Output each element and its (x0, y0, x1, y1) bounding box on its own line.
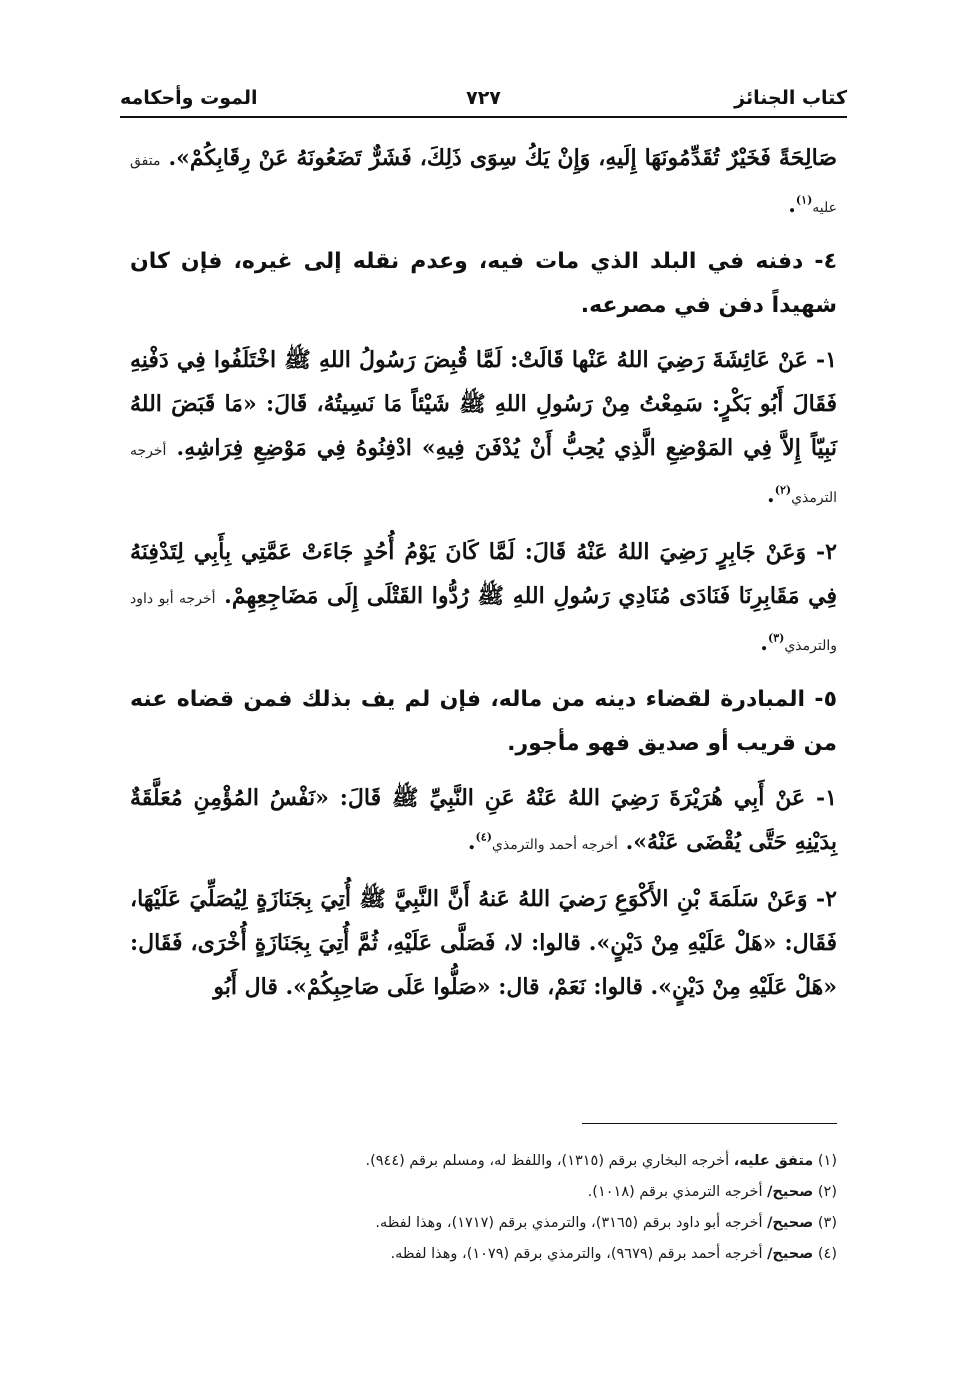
hadith-source: أخرجه أحمد والترمذي (491, 837, 618, 853)
footnote-grade: متفق عليه، (733, 1153, 814, 1169)
footnote-ref[interactable]: (٢) (774, 483, 792, 497)
section-title: الموت وأحكامه (120, 87, 258, 109)
footnote-number: (٣) (817, 1215, 837, 1231)
chapter-title: كتاب الجنائز (734, 87, 847, 109)
page-number: ٧٢٧ (466, 87, 501, 109)
running-header (120, 84, 847, 114)
footnote (130, 1177, 837, 1208)
footnote-grade: صحيح/ (767, 1215, 814, 1231)
footnote-text: أخرجه أبو داود برقم (٣١٦٥)، والترمذي برقم (١٧١٧)، وهذا لفظه. (375, 1215, 763, 1231)
hadith-item: ١- عَنْ عَائِشَةَ رَضِيَ اللهُ عَنْها قَالَتْ: لَمَّا قُبِضَ رَسُولُ اللهِ ﷺ اخْتَلَفُوا فِي دَفْنِهِ فَقَالَ أَبُو بَكْرٍ: سَمِعْتُ مِنْ رَسُولِ اللهِ ﷺ شَيْئاً مَا نَسِيتُهُ، قَالَ: «مَا قَبَضَ اللهُ نَبِيّاً إِلاَّ فِي المَوْضِعِ الَّذِي يُحِبُّ أَنْ يُدْفَنَ فِيهِ» ادْفِنُوهُ فِي مَوْضِعِ فِرَاشِهِ. أخرجه الترمذي$^{(٢)}$. (130, 347, 838, 508)
section-heading-4: ٤- دفنه في البلد الذي مات فيه، وعدم نقله إلى غيره، فإن كان شهيداً دفن في مصرعه. (130, 249, 837, 318)
footnote-text: أخرجه البخاري برقم (١٣١٥)، واللفظ له، ومسلم برقم (٩٤٤). (365, 1153, 730, 1169)
footnote-ref[interactable]: (٤) (475, 830, 492, 844)
hadith-text: صَالِحَةً فَخَيْرٌ تُقَدِّمُونَهَا إِلَيهِ، وَإِنْ يَكُ سِوَى ذَلِكَ، فَشَرٌّ تَضَعُونَهُ عَنْ رِقَابِكُمْ». (168, 145, 837, 171)
footnote-number: (٤) (817, 1246, 837, 1262)
hadith-source: أخرجه الترمذي (130, 443, 837, 506)
section-heading-5: ٥- المبادرة لقضاء دينه من ماله، فإن لم يف بذلك فمن قضاه عنه من قريب أو صديق فهو مأجور. (130, 687, 837, 756)
hadith-item (130, 877, 837, 1009)
footnote (130, 1239, 837, 1270)
hadith-text: ٢- وَعَنْ سَلَمَةَ بْنِ الأَكْوَعِ رَضيَ اللهُ عَنهُ أَنَّ النَّبِيَّ ﷺ أُتِيَ بِجَنَازَةٍ لِيُصَلِّيَ عَلَيْهَا، فَقَال: «هَلْ عَلَيْهِ مِنْ دَيْنٍ». قالوا: لا، فَصَلَّى عَلَيْهِ، ثُمَّ أُتِيَ بِجَنَازَةٍ أُخْرَى، فَقَال: «هَلْ عَلَيْهِ مِنْ دَيْنٍ». قالوا: نَعَمْ، قال: «صَلُّوا عَلَى صَاحِبِكُمْ». قال أَبُو (130, 886, 838, 1000)
hadith-text: ١- عَنْ أَبِي هُرَيْرَةَ رَضِيَ اللهُ عَنْهُ عَنِ النَّبِيِّ ﷺ قَالَ: «نَفْسُ المُؤْمِنِ مُعَلَّقَةٌ بِدَيْنِهِ حَتَّى يُقْضَى عَنْهُ». (130, 785, 837, 855)
footnote-text: أخرجه أحمد برقم (٩٦٧٩)، والترمذي برقم (١٠٧٩)، وهذا لفظه. (390, 1246, 763, 1262)
paragraph-continuation: صَالِحَةً فَخَيْرٌ تُقَدِّمُونَهَا إِلَيهِ، وَإِنْ يَكُ سِوَى ذَلِكَ، فَشَرٌّ تَضَعُونَهُ عَنْ رِقَابِكُمْ». متفق عليه$^{(١)}$. (130, 145, 837, 218)
hadith-text: ٢- وَعَنْ جَابِرٍ رَضِيَ اللهُ عَنْهُ قَالَ: لَمَّا كَانَ يَوْمُ أُحُدٍ جَاءَتْ عَمَّتِي بِأَبِي لِتَدْفِنَهُ فِي مَقَابِرِنَا فَنَادَى مُنَادِي رَسُولِ اللهِ ﷺ رُدُّوا القَتْلَى إِلَى مَضَاجِعِهِمْ. (130, 539, 837, 609)
hadith-source: أخرجه أبو داود والترمذي (130, 591, 837, 654)
footnote (130, 1146, 837, 1177)
footnote-rule (582, 1123, 837, 1124)
footnote-number: (١) (817, 1153, 837, 1169)
footnote-number: (٢) (817, 1184, 837, 1200)
footnote-grade: صحيح/ (767, 1184, 814, 1200)
footnotes (130, 1146, 837, 1270)
hadith-source: متفق عليه (130, 153, 837, 216)
footnote-ref[interactable]: (١) (795, 193, 813, 207)
header-rule (120, 116, 847, 118)
footnote (130, 1208, 837, 1239)
footnote-grade: صحيح/ (767, 1246, 814, 1262)
hadith-item: ٢- وَعَنْ جَابِرٍ رَضِيَ اللهُ عَنْهُ قَالَ: لَمَّا كَانَ يَوْمُ أُحُدٍ جَاءَتْ عَمَّتِي بِأَبِي لِتَدْفِنَهُ فِي مَقَابِرِنَا فَنَادَى مُنَادِي رَسُولِ اللهِ ﷺ رُدُّوا القَتْلَى إِلَى مَضَاجِعِهِمْ. أخرجه أبو داود والترمذي$^{(٣)}$. (130, 539, 837, 656)
main-text (130, 136, 837, 1009)
footnote-text: أخرجه الترمذي برقم (١٠١٨). (587, 1184, 763, 1200)
footnote-ref[interactable]: (٣) (767, 631, 785, 645)
hadith-item: ١- عَنْ أَبِي هُرَيْرَةَ رَضِيَ اللهُ عَنْهُ عَنِ النَّبِيِّ ﷺ قَالَ: «نَفْسُ المُؤْمِنِ مُعَلَّقَةٌ بِدَيْنِهِ حَتَّى يُقْضَى عَنْهُ». أخرجه أحمد والترمذي$^{(٤)}$. (130, 785, 837, 855)
hadith-text: ١- عَنْ عَائِشَةَ رَضِيَ اللهُ عَنْها قَالَتْ: لَمَّا قُبِضَ رَسُولُ اللهِ ﷺ اخْتَلَفُوا فِي دَفْنِهِ فَقَالَ أَبُو بَكْرٍ: سَمِعْتُ مِنْ رَسُولِ اللهِ ﷺ شَيْئاً مَا نَسِيتُهُ، قَالَ: «مَا قَبَضَ اللهُ نَبِيّاً إِلاَّ فِي المَوْضِعِ الَّذِي يُحِبُّ أَنْ يُدْفَنَ فِيهِ» ادْفِنُوهُ فِي مَوْضِعِ فِرَاشِهِ. (130, 347, 838, 461)
